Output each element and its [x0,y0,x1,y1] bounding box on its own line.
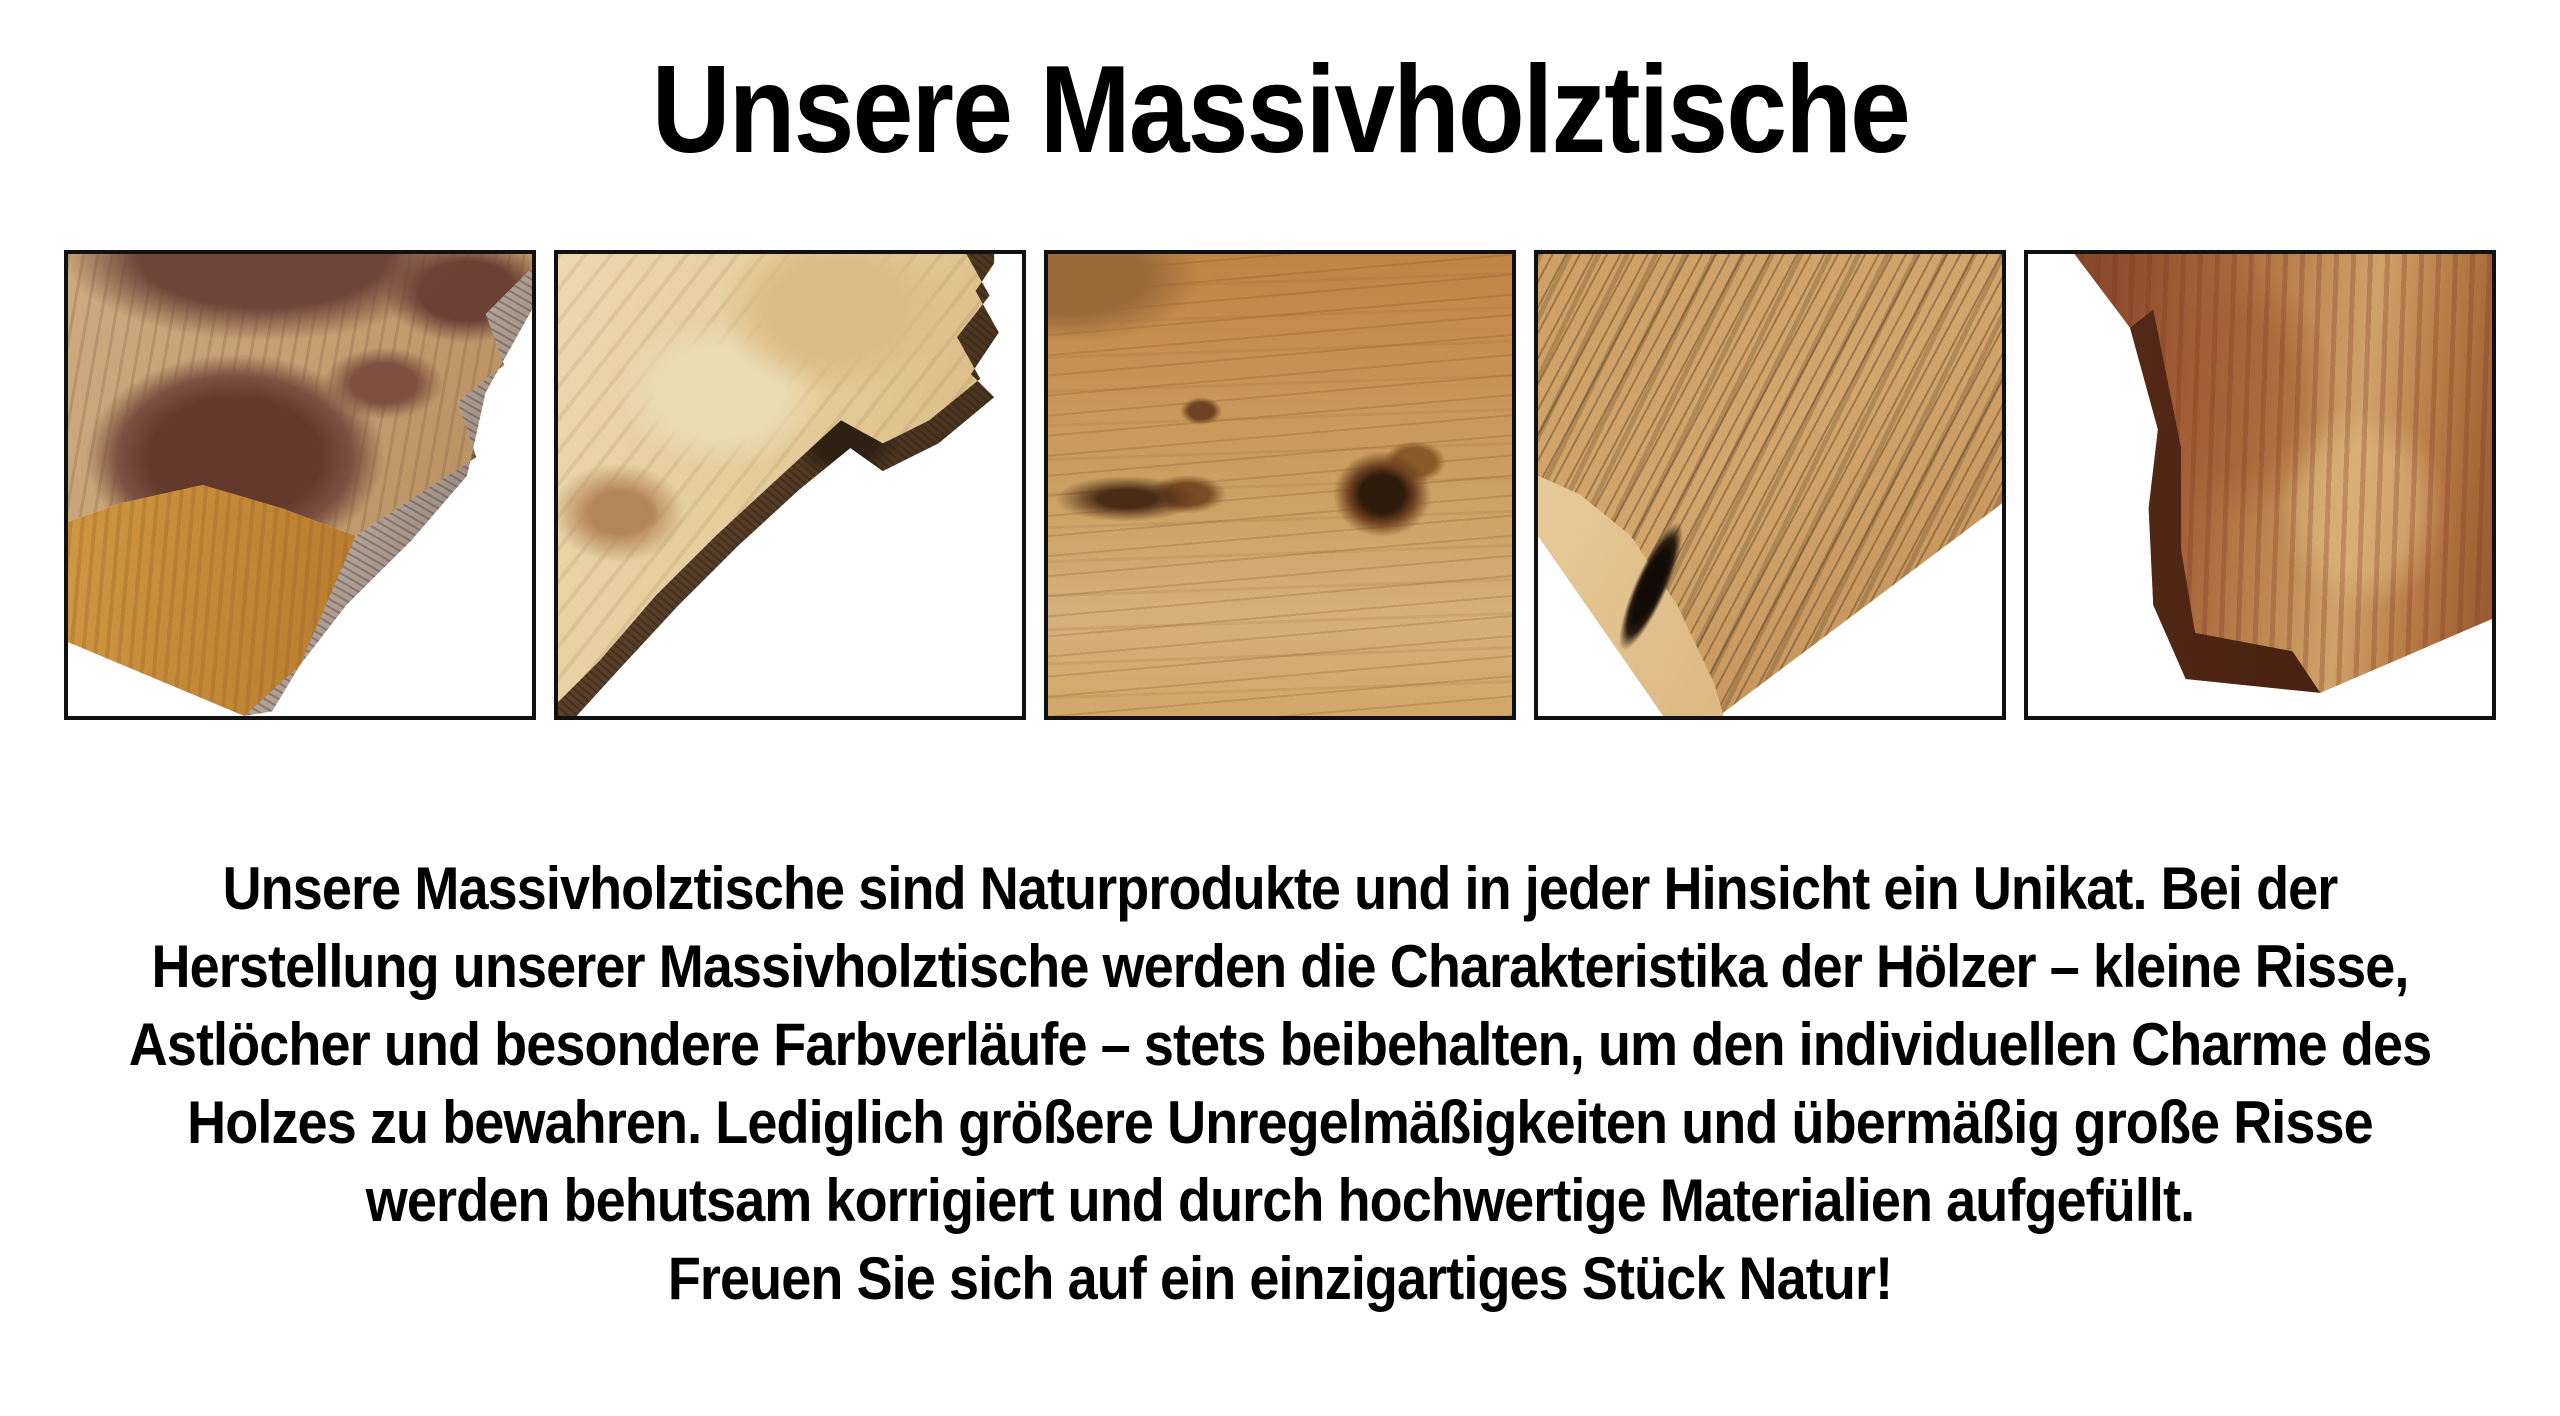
description-paragraph [0,850,2560,1318]
wood-photo-gallery [0,250,2560,720]
wood-photo-2 [554,250,1026,720]
wood-surface-graphic [1048,254,1512,716]
description-line: Herstellung unserer Massivholztische werden die Charakteristika der Hölzer – kleine Risse, [151,933,2409,1000]
wood-photo-1 [64,250,536,720]
wood-photo-5 [2024,250,2496,720]
page-title: Unsere Massivholztische [651,41,1909,179]
wood-surface-graphic [1538,254,2002,716]
description-line: Unsere Massivholztische sind Naturprodukte und in jeder Hinsicht ein Unikat. Bei der [222,855,2338,922]
description-line: Holzes zu bewahren. Lediglich größere Unregelmäßigkeiten und übermäßig große Risse [187,1089,2373,1156]
description-closing-line: Freuen Sie sich auf ein einzigartiges Stück Natur! [667,1245,1893,1312]
description-line: werden behutsam korrigiert und durch hochwertige Materialien aufgefüllt. [365,1167,2195,1234]
description-line: Astlöcher und besondere Farbverläufe – stets beibehalten, um den individuellen Charme des [128,1011,2432,1078]
wood-photo-4 [1534,250,2006,720]
wood-photo-3 [1044,250,1516,720]
title-wrap [0,30,2560,190]
